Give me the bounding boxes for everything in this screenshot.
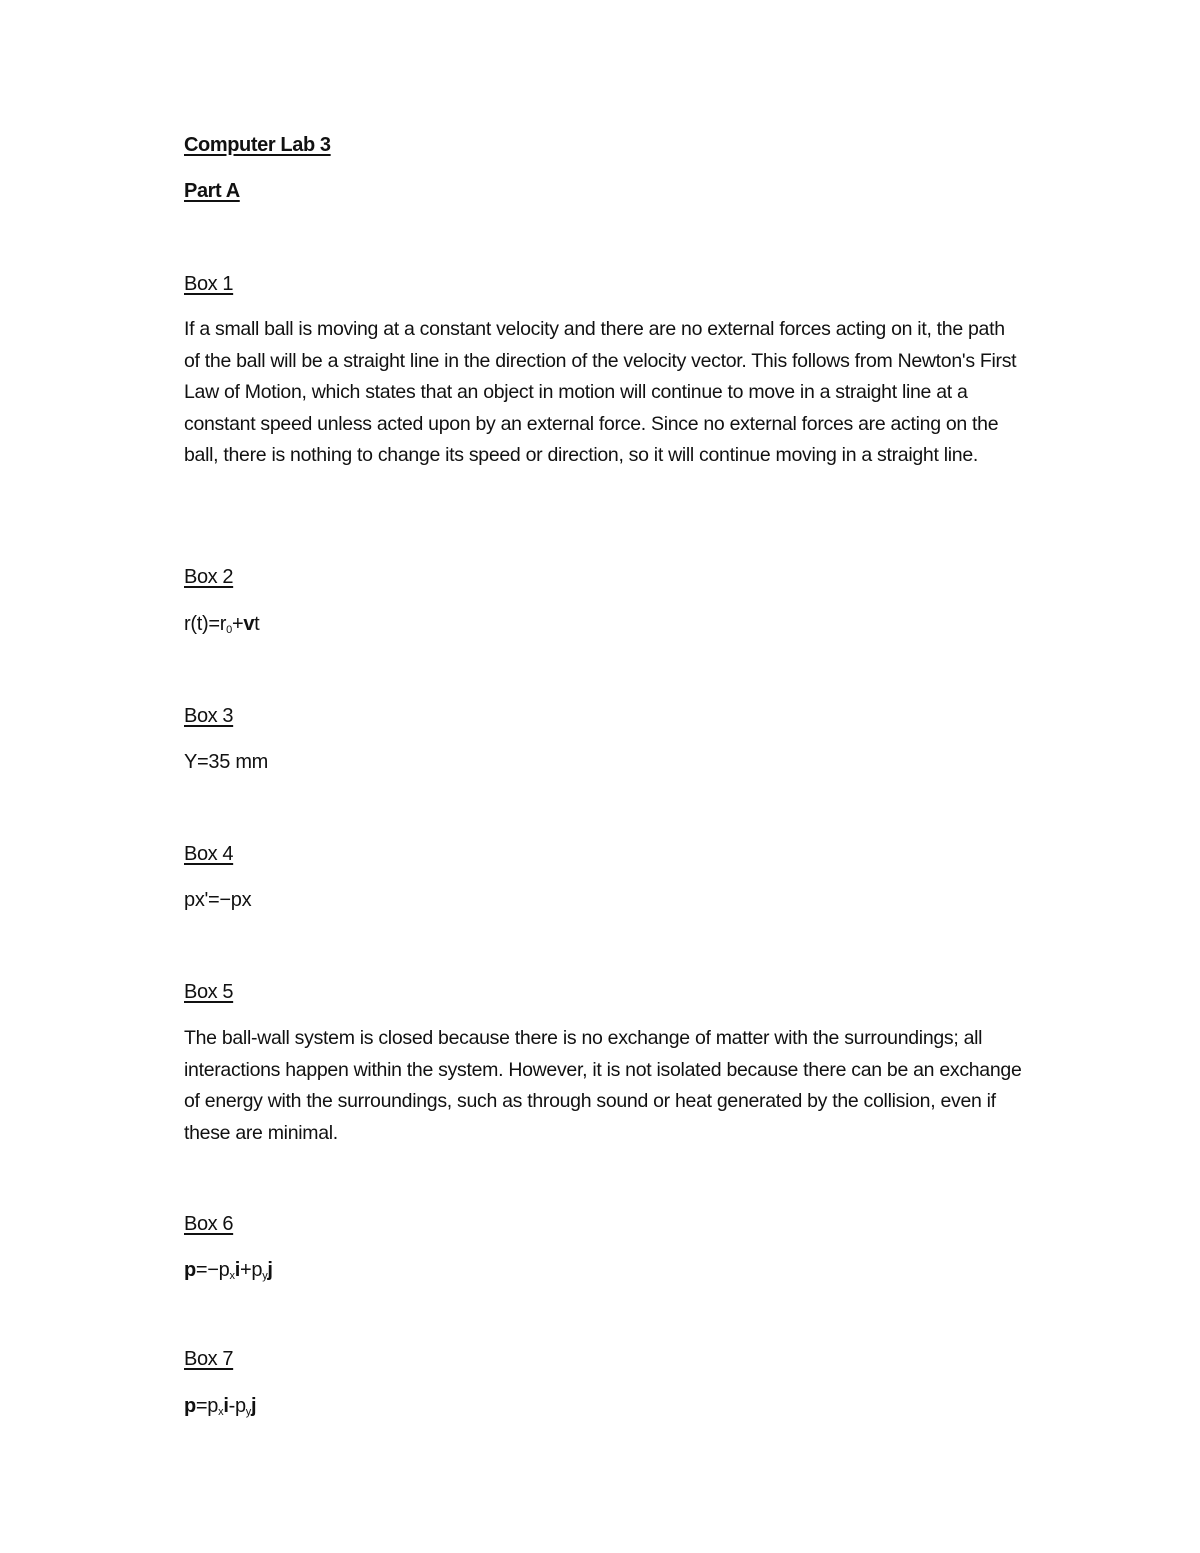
box-7-heading: Box 7 [184,1348,234,1370]
box-3-answer: Y=35 mm [184,751,269,773]
eq-subscript-x: x [229,1270,235,1282]
eq-j: j [267,1259,273,1281]
eq-equals-part: =−p [195,1259,230,1281]
box-1-text: If a small ball is moving at a constant velocity and there are no external forces acting on it, the path of the ball will be a straight line in the direction of the velocity vector. This follows from Newton's First Law of Motion, which states that an object in motion will continue to move in a straight line at a constant speed unless acted upon by an external force. Since no external forces are acting on the ball, there is nothing to change its speed or direction, so it will continue moving in a straight line. [184,318,1017,466]
eq-subscript-y: y [262,1270,268,1282]
eq-subscript-x: x [218,1406,224,1418]
eq-subscript-y: y [245,1406,251,1418]
box-2-heading: Box 2 [184,566,234,588]
eq-r0-subscript: 0 [226,624,232,636]
eq-t-arg: (t)= [190,613,220,635]
box-6-equation [184,1259,273,1282]
box-6-heading: Box 6 [184,1213,234,1235]
part-heading: Part A [184,180,240,202]
eq-r: r [184,613,191,635]
eq-t: t [254,613,260,635]
box-5-heading: Box 5 [184,981,234,1003]
eq-r0: r [219,613,227,635]
box-3-heading: Box 3 [184,705,234,727]
eq-v: v [243,613,255,635]
box-7-equation [184,1395,256,1418]
eq-mid-part: -p [228,1395,246,1417]
document-title: Computer Lab 3 [184,134,331,156]
box-1-heading: Box 1 [184,273,234,295]
eq-equals-part: =p [195,1395,219,1417]
eq-p: p [184,1395,196,1417]
eq-p: p [184,1259,196,1281]
box-5-text: The ball-wall system is closed because there is no exchange of matter with the surroundings; all interactions happen within the system. However, it is not isolated because there can be an exchange of energy with the surroundings, such as through sound or heat generated by the collision, even if these are minimal. [184,1027,1022,1144]
box-2-equation [184,613,259,636]
box-4-heading: Box 4 [184,843,234,865]
eq-i: i [234,1259,240,1281]
eq-mid-part: +p [239,1259,263,1281]
eq-i: i [223,1395,229,1417]
eq-plus: + [231,613,244,635]
eq-j: j [250,1395,257,1417]
box-4-answer: px'=−px [184,889,252,911]
